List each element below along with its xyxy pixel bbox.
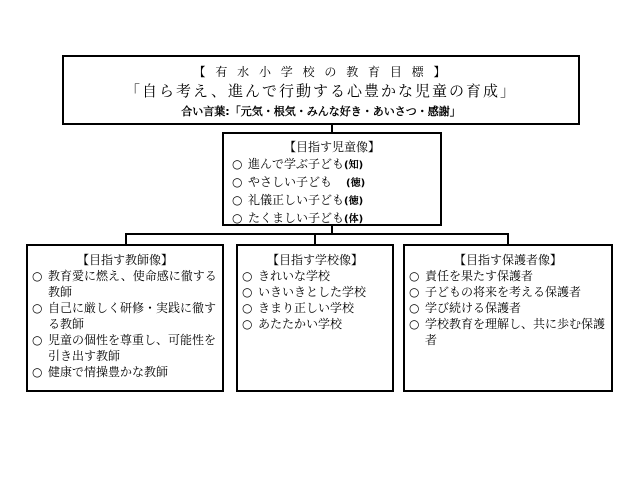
circle-bullet-icon: ○ bbox=[232, 193, 243, 207]
circle-bullet-icon: ○ bbox=[32, 301, 43, 315]
circle-bullet-icon: ○ bbox=[232, 175, 243, 189]
school-ideal-box bbox=[236, 244, 394, 392]
education-goal-motto: 「自ら考え、進んで行動する心豊かな児童の育成」 bbox=[125, 82, 517, 100]
circle-bullet-icon: ○ bbox=[232, 157, 243, 171]
list-item: ○ 責任を果たす保護者 bbox=[409, 269, 534, 283]
connector-top-child bbox=[331, 125, 333, 132]
connector-bus bbox=[125, 233, 509, 235]
domain-tag: (徳) bbox=[346, 178, 366, 189]
list-item: ○ やさしい子ども (徳) bbox=[232, 175, 366, 189]
education-goal-title: 【 有 水 小 学 校 の 教 育 目 標 】 bbox=[193, 65, 449, 79]
parent-ideal-list bbox=[409, 268, 609, 348]
circle-bullet-icon: ○ bbox=[409, 317, 420, 331]
list-item: ○ いきいきとした学校 bbox=[242, 285, 367, 299]
list-item: ○ 学校教育を理解し、共に歩む保護者 bbox=[409, 317, 606, 347]
circle-bullet-icon: ○ bbox=[242, 269, 253, 283]
list-item: ○ 進んで学ぶ子ども(知) bbox=[232, 157, 364, 171]
list-item: ○ 学び続ける保護者 bbox=[409, 301, 522, 315]
circle-bullet-icon: ○ bbox=[242, 301, 253, 315]
list-item: ○ 子どもの将来を考える保護者 bbox=[409, 285, 582, 299]
education-goal-slogan: 合い言葉:「元気・根気・みんな好き・あいさつ・感謝」 bbox=[181, 105, 461, 118]
parent-ideal-title: 【目指す保護者像】 bbox=[453, 253, 562, 267]
list-item: ○ たくましい子ども(体) bbox=[232, 211, 364, 225]
domain-tag: (知) bbox=[344, 160, 364, 171]
list-item: ○ あたたかい学校 bbox=[242, 317, 343, 331]
circle-bullet-icon: ○ bbox=[242, 317, 253, 331]
school-ideal-title: 【目指す学校像】 bbox=[266, 253, 363, 267]
circle-bullet-icon: ○ bbox=[409, 301, 420, 315]
list-item: ○ 児童の個性を尊重し、可能性を引き出す教師 bbox=[32, 333, 217, 363]
domain-tag: (体) bbox=[344, 214, 364, 225]
teacher-ideal-title: 【目指す教師像】 bbox=[76, 253, 173, 267]
circle-bullet-icon: ○ bbox=[232, 211, 243, 225]
connector-bus-school bbox=[314, 233, 316, 244]
list-item: ○ きれいな学校 bbox=[242, 269, 331, 283]
connector-bus-teacher bbox=[125, 233, 127, 244]
list-item: ○ 自己に厳しく研修・実践に徹する教師 bbox=[32, 301, 217, 331]
child-ideal-box bbox=[222, 132, 442, 226]
list-item: ○ 教育愛に燃え、使命感に徹する教師 bbox=[32, 269, 217, 299]
education-goal-box bbox=[62, 55, 580, 125]
circle-bullet-icon: ○ bbox=[242, 285, 253, 299]
circle-bullet-icon: ○ bbox=[32, 269, 43, 283]
list-item: ○ 礼儀正しい子ども(徳) bbox=[232, 193, 364, 207]
circle-bullet-icon: ○ bbox=[409, 285, 420, 299]
list-item: ○ 健康で情操豊かな教師 bbox=[32, 365, 169, 379]
list-item: ○ きまり正しい学校 bbox=[242, 301, 355, 315]
child-ideal-list bbox=[232, 156, 365, 228]
teacher-ideal-list bbox=[32, 268, 220, 380]
school-ideal-list bbox=[242, 268, 390, 332]
circle-bullet-icon: ○ bbox=[32, 365, 43, 379]
connector-bus-parent bbox=[507, 233, 509, 244]
parent-ideal-box bbox=[403, 244, 613, 392]
child-ideal-title: 【目指す児童像】 bbox=[283, 140, 380, 154]
circle-bullet-icon: ○ bbox=[409, 269, 420, 283]
domain-tag: (徳) bbox=[344, 196, 364, 207]
teacher-ideal-box bbox=[26, 244, 224, 392]
circle-bullet-icon: ○ bbox=[32, 333, 43, 347]
